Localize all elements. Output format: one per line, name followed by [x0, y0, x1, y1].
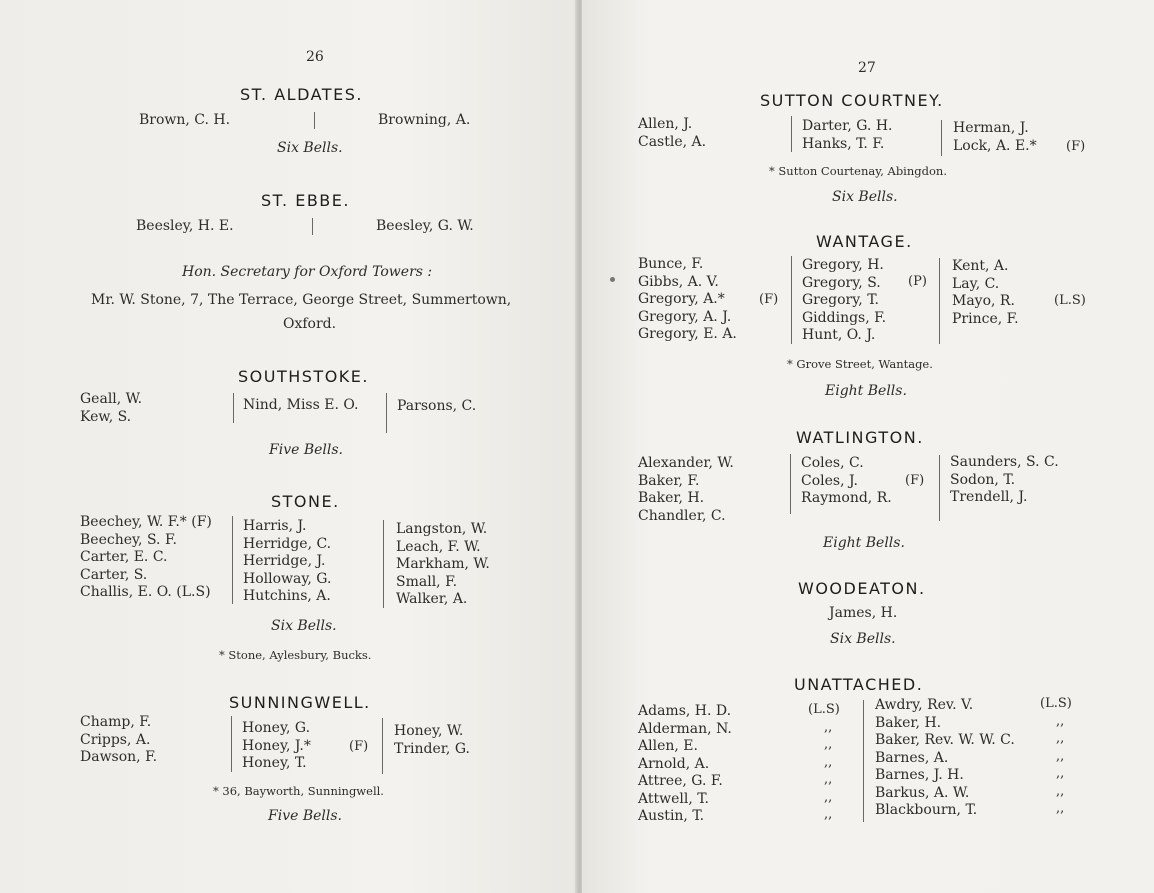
column: [953, 120, 1037, 155]
member-name: Kew, S.: [80, 408, 132, 425]
member-name: Brown, C. H.: [139, 112, 231, 128]
column-divider: [863, 700, 864, 822]
column: [638, 256, 737, 344]
column: [80, 391, 142, 426]
member-name: Prince, F.: [952, 310, 1019, 327]
ditto-mark: ,,: [824, 754, 833, 770]
section-heading-wantage: WANTAGE.: [816, 232, 913, 251]
address-footnote: * Stone, Aylesbury, Bucks.: [219, 648, 372, 662]
member-name: Honey, J.*: [242, 737, 311, 754]
status-tag: (P): [908, 274, 927, 289]
status-column: [1040, 695, 1072, 818]
column-divider: [791, 116, 792, 152]
address-footnote: * 36, Bayworth, Sunningwell.: [213, 784, 384, 798]
column: [952, 258, 1019, 328]
member-name: Hunt, O. J.: [802, 327, 876, 343]
member-name: Darter, G. H.: [802, 118, 893, 134]
member-name: Gregory, H.: [802, 257, 884, 273]
column: [801, 455, 892, 508]
member-name: Gregory, E. A.: [638, 326, 737, 342]
member-name: Attree, G. F.: [638, 773, 723, 789]
member-name: Arnold, A.: [638, 755, 710, 772]
column-divider: [231, 716, 232, 772]
member-name: Dawson, F.: [80, 749, 158, 765]
section-heading-st-aldates: ST. ALDATES.: [240, 85, 363, 104]
status-column: [808, 701, 840, 824]
member-name: Alexander, W.: [638, 455, 734, 471]
member-name: Gibbs, A. V.: [638, 273, 719, 290]
member-name: Small, F.: [396, 573, 458, 590]
bells-note: Six Bells.: [832, 189, 898, 205]
bells-note: Eight Bells.: [825, 383, 907, 399]
member-name: Coles, C.: [801, 455, 864, 471]
member-name: Raymond, R.: [801, 490, 892, 506]
bells-note: Eight Bells.: [823, 535, 905, 551]
section-heading-sunningwell: SUNNINGWELL.: [229, 693, 371, 712]
ink-mark: [610, 277, 615, 282]
status-tag: (F): [759, 292, 779, 307]
section-heading-stone: STONE.: [271, 492, 340, 511]
member-name: Sodon, T.: [950, 471, 1016, 488]
member-name: Gregory, A. J.: [638, 308, 732, 325]
column: [802, 118, 892, 153]
status-tag: (F): [1066, 139, 1086, 154]
column: [396, 521, 490, 609]
page-number: 27: [858, 60, 876, 76]
column-divider: [939, 455, 940, 521]
member-name: Markham, W.: [396, 556, 490, 572]
column-divider: [941, 120, 942, 156]
member-name: Herridge, J.: [243, 553, 326, 569]
member-name: Allen, J.: [638, 116, 693, 132]
column: [139, 112, 230, 130]
column: [136, 218, 234, 236]
member-name: Trendell, J.: [950, 489, 1028, 505]
ditto-mark: ,,: [824, 772, 833, 787]
section-heading-watlington: WATLINGTON.: [796, 428, 924, 447]
status-tag: (L.S): [1040, 696, 1072, 711]
member-name: Harris, J.: [243, 518, 307, 534]
member-name: Honey, W.: [394, 723, 464, 739]
member-name: Carter, E. C.: [80, 549, 168, 565]
ditto-mark: ,,: [1056, 713, 1065, 729]
ditto-mark: ,,: [1056, 748, 1065, 764]
member-name: Browning, A.: [378, 112, 471, 128]
hon-secretary-address: Mr. W. Stone, 7, The Terrace, George Street, Summertown,: [91, 292, 512, 308]
bells-note: Six Bells.: [830, 631, 896, 647]
member-name: Castle, A.: [638, 133, 707, 150]
right-page: [582, 0, 1154, 893]
status-tag: (F): [905, 473, 925, 488]
member-name: Giddings, F.: [802, 309, 887, 326]
member-name: Langston, W.: [396, 521, 488, 537]
member-name: Alderman, N.: [638, 720, 732, 737]
member-name: Hanks, T. F.: [802, 135, 885, 152]
member-name: Carter, S.: [80, 566, 148, 583]
ditto-mark: ,,: [824, 789, 833, 805]
member-name: Bunce, F.: [638, 256, 704, 272]
column-divider: [233, 393, 234, 423]
column: [80, 514, 212, 602]
member-name: Baker, Rev. W. W. C.: [875, 732, 1015, 748]
column: [638, 116, 706, 151]
address-footnote: * Grove Street, Wantage.: [787, 357, 933, 371]
member-name: Awdry, Rev. V.: [875, 697, 974, 713]
member-name: Walker, A.: [396, 591, 468, 607]
member-name: Parsons, C.: [397, 398, 477, 414]
column-divider: [790, 454, 791, 514]
member-name: Champ, F.: [80, 714, 152, 730]
column: [638, 703, 732, 826]
ditto-mark: ,,: [824, 737, 833, 752]
column: [378, 112, 470, 130]
column: [638, 455, 734, 525]
column-divider: [314, 112, 315, 129]
column-divider: [232, 516, 233, 604]
member-name: Gregory, T.: [802, 292, 879, 308]
column: [242, 720, 311, 773]
ditto-mark: ,,: [1056, 766, 1065, 781]
member-name: Holloway, G.: [243, 570, 332, 587]
bells-note: Five Bells.: [269, 442, 343, 458]
member-name: Honey, G.: [242, 720, 311, 736]
member-name: Baker, F.: [638, 472, 700, 489]
column: [80, 714, 157, 767]
member-name: Challis, E. O. (L.S): [80, 584, 211, 600]
member-name: Barnes, A.: [875, 749, 949, 766]
member-name: Baker, H.: [875, 714, 942, 731]
member-name: Lay, C.: [952, 275, 1000, 292]
section-heading-unattached: UNATTACHED.: [794, 675, 924, 694]
bells-note: Five Bells.: [268, 808, 342, 824]
member-name: James, H.: [829, 605, 898, 621]
member-name: Cripps, A.: [80, 731, 151, 748]
member-name: Saunders, S. C.: [950, 454, 1059, 470]
page-number: 26: [306, 49, 324, 65]
ditto-mark: ,,: [1056, 783, 1065, 799]
ditto-mark: ,,: [824, 719, 833, 735]
member-name: Coles, J.: [801, 472, 858, 489]
column: [802, 257, 886, 345]
status-tag: (F): [349, 739, 369, 754]
member-name: Gregory, S.: [802, 274, 881, 291]
status-tag: (L.S): [1054, 293, 1086, 308]
column-divider: [312, 218, 313, 235]
column-divider: [791, 256, 792, 344]
ditto-mark: ,,: [1056, 801, 1065, 816]
address-footnote: * Sutton Courtenay, Abingdon.: [769, 164, 947, 178]
member-name: Kent, A.: [952, 258, 1009, 274]
member-name: Allen, E.: [638, 738, 698, 754]
member-name: Beesley, G. W.: [376, 218, 474, 234]
member-name: Trinder, G.: [394, 740, 470, 757]
member-name: Hutchins, A.: [243, 588, 331, 604]
bells-note: Six Bells.: [277, 140, 343, 156]
member-name: Leach, F. W.: [396, 538, 481, 555]
hon-secretary-title: Hon. Secretary for Oxford Towers :: [182, 264, 433, 280]
member-name: Honey, T.: [242, 755, 307, 771]
column: [394, 723, 470, 758]
section-heading-st-ebbe: ST. EBBE.: [261, 191, 350, 210]
column: [243, 518, 331, 606]
member-name: Geall, W.: [80, 391, 143, 407]
section-heading-southstoke: SOUTHSTOKE.: [238, 367, 369, 386]
member-name: Barnes, J. H.: [875, 767, 964, 783]
member-name: Adams, H. D.: [638, 703, 732, 719]
hon-secretary-town: Oxford.: [283, 316, 337, 332]
member-name: Attwell, T.: [638, 790, 709, 807]
member-name: Herridge, C.: [243, 535, 332, 552]
ditto-mark: ,,: [824, 807, 833, 822]
column-divider: [382, 718, 383, 774]
column-divider: [383, 520, 384, 608]
section-heading-sutton-courtney: SUTTON COURTNEY.: [760, 91, 944, 110]
column: [875, 697, 1015, 820]
column: [950, 454, 1059, 507]
ditto-mark: ,,: [1056, 731, 1065, 746]
section-heading-woodeaton: WOODEATON.: [798, 579, 926, 598]
column: [243, 397, 358, 415]
member-name: Blackbourn, T.: [875, 802, 978, 818]
member-name: Lock, A. E.*: [953, 137, 1037, 154]
member-name: Beechey, S. F.: [80, 531, 177, 548]
column-divider: [386, 393, 387, 433]
column: [376, 218, 474, 236]
column: [397, 398, 476, 416]
member-name: Mayo, R.: [952, 293, 1015, 309]
member-name: Chandler, C.: [638, 507, 726, 524]
bells-note: Six Bells.: [271, 618, 337, 634]
member-name: Herman, J.: [953, 120, 1029, 136]
member-name: Barkus, A. W.: [875, 784, 970, 801]
member-name: Baker, H.: [638, 490, 705, 506]
member-name: Austin, T.: [638, 808, 705, 824]
member-name: Nind, Miss E. O.: [243, 397, 359, 413]
column-divider: [939, 258, 940, 344]
member-name: Beechey, W. F.* (F): [80, 514, 212, 530]
member-name: Beesley, H. E.: [136, 218, 234, 234]
status-tag: (L.S): [808, 702, 840, 717]
member-name: Gregory, A.*: [638, 291, 725, 307]
